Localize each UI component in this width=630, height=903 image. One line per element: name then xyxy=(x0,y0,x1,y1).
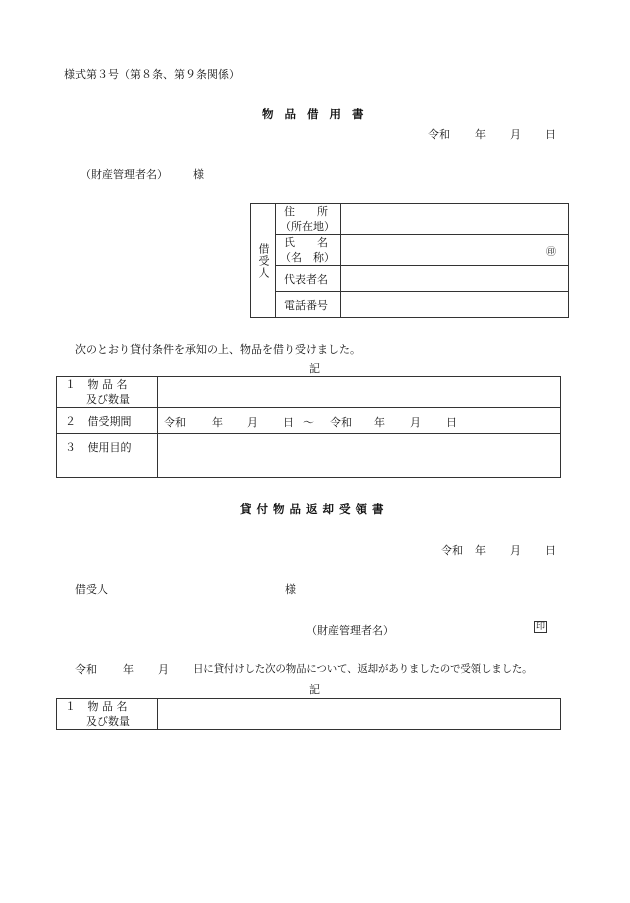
return-manager: （財産管理者名） xyxy=(306,624,394,637)
period-day2: 日 xyxy=(446,416,457,429)
phone-label-cell xyxy=(276,292,341,318)
phone-field[interactable] xyxy=(341,292,569,318)
item2-num: ２ xyxy=(65,414,76,428)
name-sublabel: （名 称） xyxy=(280,251,335,264)
return-items-table xyxy=(56,698,561,730)
name-label-cell xyxy=(276,235,341,266)
return-ki: 記 xyxy=(309,683,320,696)
return-item-field[interactable] xyxy=(158,699,561,730)
period-field[interactable] xyxy=(158,408,561,434)
address-label: 住 所 xyxy=(284,205,328,218)
period-era1: 令和 xyxy=(164,416,186,429)
loan-items-table xyxy=(56,376,561,478)
period-year1: 年 xyxy=(212,416,223,429)
return-item-sublabel: 及び数量 xyxy=(86,715,130,728)
borrower-side-label: 借受人 xyxy=(257,242,270,279)
representative-label-cell xyxy=(276,266,341,292)
representative-label: 代表者名 xyxy=(284,272,328,286)
return-statement-era: 令和 xyxy=(75,663,97,676)
item1-label-cell xyxy=(57,377,158,408)
return-title: 貸付物品返却受領書 xyxy=(240,502,389,516)
period-era2: 令和 xyxy=(330,416,352,429)
form-number: 様式第３号（第８条、第９条関係） xyxy=(64,68,240,81)
return-statement-rest: 日に貸付けした次の物品について、返却がありましたので受領しました。 xyxy=(193,663,533,675)
item3-num: ３ xyxy=(65,441,76,454)
item2-label-cell xyxy=(57,408,158,434)
return-statement-year: 年 xyxy=(123,663,134,676)
loan-date-day: 日 xyxy=(545,128,556,141)
loan-date-month: 月 xyxy=(510,128,521,141)
return-date-era: 令和 xyxy=(441,544,463,557)
address-field[interactable] xyxy=(341,204,569,235)
return-item-label-cell xyxy=(57,699,158,730)
address-sublabel: （所在地） xyxy=(280,220,335,233)
item1-label: 物 品 名 xyxy=(87,378,128,391)
return-seal: 印 xyxy=(536,622,546,632)
return-statement-month: 月 xyxy=(158,663,169,676)
item1-num: １ xyxy=(65,378,76,391)
return-item-num: １ xyxy=(65,700,76,713)
period-month2: 月 xyxy=(410,416,421,429)
return-item-label: 物 品 名 xyxy=(87,700,128,713)
item1-field[interactable] xyxy=(158,377,561,408)
name-label: 氏 名 xyxy=(284,236,328,249)
item1-sublabel: 及び数量 xyxy=(86,393,130,406)
phone-label: 電話番号 xyxy=(284,298,328,312)
period-year2: 年 xyxy=(374,416,385,429)
borrower-table xyxy=(250,203,569,318)
representative-field[interactable] xyxy=(341,266,569,292)
period-tilde: ～ xyxy=(303,416,314,429)
purpose-field[interactable] xyxy=(158,434,561,478)
return-date-year: 年 xyxy=(475,544,486,557)
loan-statement: 次のとおり貸付条件を承知の上、物品を借り受けました。 xyxy=(75,343,361,356)
item2-label: 借受期間 xyxy=(87,414,132,428)
return-honorific: 様 xyxy=(285,583,296,596)
loan-title: 物品借用書 xyxy=(262,107,375,121)
loan-date-era: 令和 xyxy=(428,128,450,141)
period-month1: 月 xyxy=(247,416,258,429)
name-field[interactable] xyxy=(341,235,569,266)
return-date-day: 日 xyxy=(545,544,556,557)
period-day1: 日 xyxy=(283,416,294,429)
item3-label: 使用目的 xyxy=(87,441,132,454)
seal-mark: ㊞ xyxy=(546,246,556,258)
borrower-side-cell xyxy=(251,204,276,318)
loan-addressee: （財産管理者名） xyxy=(80,168,168,181)
item3-label-cell xyxy=(57,434,158,478)
return-borrower-label: 借受人 xyxy=(75,583,108,596)
address-label-cell xyxy=(276,204,341,235)
return-date-month: 月 xyxy=(510,544,521,557)
loan-date-year: 年 xyxy=(475,128,486,141)
loan-ki: 記 xyxy=(309,362,320,375)
loan-honorific: 様 xyxy=(193,168,204,181)
